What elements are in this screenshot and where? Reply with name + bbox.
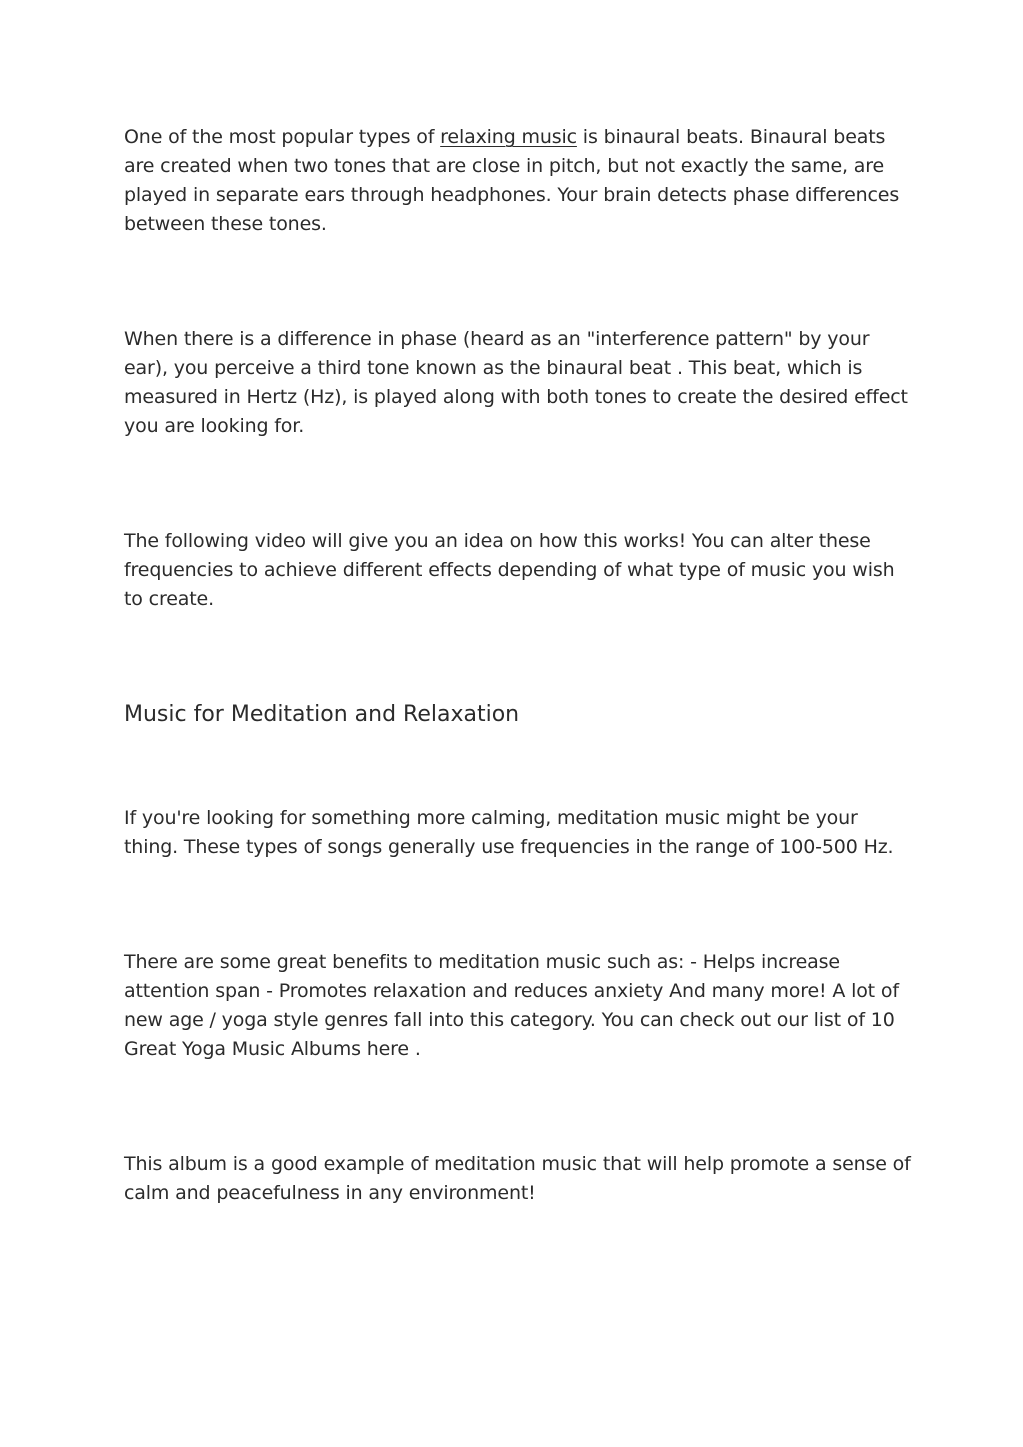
intro-text-before-link: One of the most popular types of bbox=[124, 126, 441, 148]
intro-paragraph bbox=[124, 123, 914, 239]
relaxing-music-link[interactable]: relaxing music bbox=[440, 126, 577, 148]
album-example-paragraph: This album is a good example of meditation music that will help promote a sense of calm and peacefulness in any environment! bbox=[124, 1153, 911, 1204]
intro-text-after-link: is binaural beats. Binaural beats are created when two tones that are close in pitch, but not exactly the same, are played in separate ears through headphones. Your brain detects phase differences between these tones. bbox=[124, 126, 900, 235]
video-intro-paragraph: The following video will give you an idea on how this works! You can alter these frequencies to achieve different effects depending of what type of music you wish to create. bbox=[124, 530, 895, 610]
meditation-frequency-paragraph: If you're looking for something more calming, meditation music might be your thing. These types of songs generally use frequencies in the range of 100-500 Hz. bbox=[124, 807, 894, 858]
binaural-beat-paragraph: When there is a difference in phase (heard as an "interference pattern" by your ear), you perceive a third tone known as the binaural beat . This beat, which is measured in Hertz (Hz), is played along with both tones to create the desired effect you are looking for. bbox=[124, 328, 908, 437]
section-heading: Music for Meditation and Relaxation bbox=[124, 702, 520, 727]
meditation-benefits-paragraph: There are some great benefits to meditation music such as: - Helps increase attention span - Promotes relaxation and reduces anxiety And many more! A lot of new age / yoga style genres fall into this category. You can check out our list of 10 Great Yoga Music Albums here . bbox=[124, 951, 899, 1060]
